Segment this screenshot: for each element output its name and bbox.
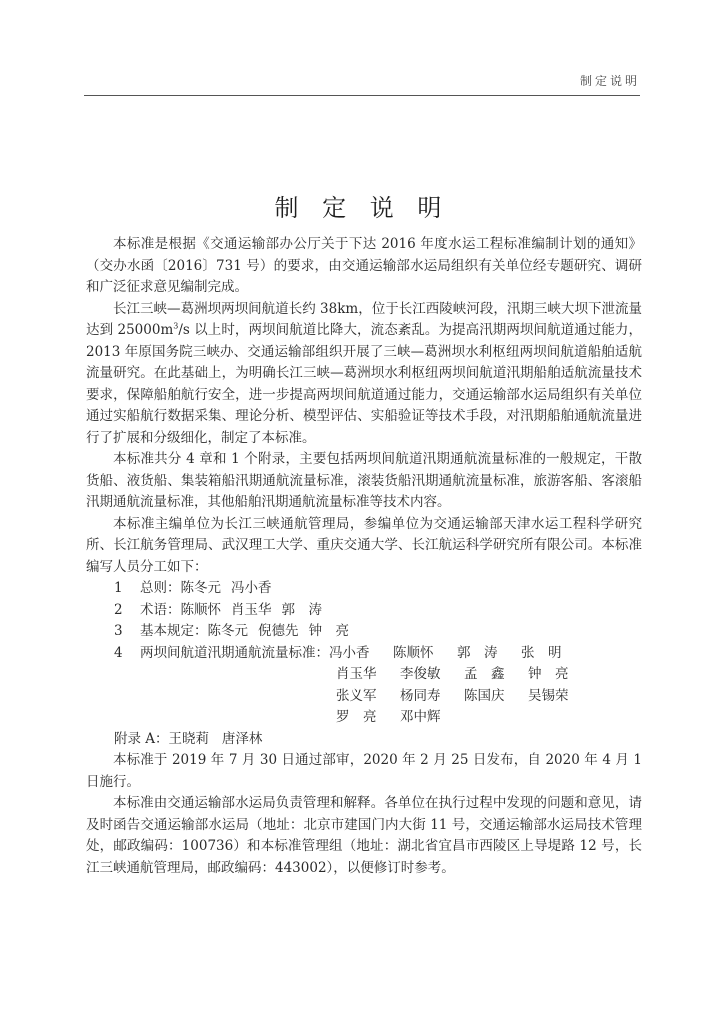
page-title: 制 定 说 明 xyxy=(274,194,450,222)
chapter4-first-line xyxy=(140,643,584,665)
staff-person: 郭 涛 xyxy=(457,644,498,661)
staff-num: 2 xyxy=(114,601,123,618)
running-header: 制定说明 xyxy=(84,72,640,96)
staff-row-3 xyxy=(86,621,642,643)
staff-person: 罗 亮 xyxy=(336,709,377,725)
staff-num: 4 xyxy=(114,644,123,661)
staff-row-4 xyxy=(86,643,642,729)
staff-person: 肖玉华 xyxy=(336,666,377,682)
staff-names xyxy=(181,600,333,622)
chapter4-names-row1 xyxy=(329,643,577,665)
staff-person: 吴锡荣 xyxy=(528,687,569,704)
appendix-label: 附录 A： xyxy=(114,730,169,747)
staff-label: 两坝间航道汛期通航流量标准： xyxy=(140,644,329,661)
staff-person: 陈冬元 xyxy=(207,623,248,639)
staff-person: 王晓莉 xyxy=(168,730,210,747)
staff-person: 肖玉华 xyxy=(231,601,272,618)
paragraph-background xyxy=(86,299,642,450)
staff-label: 总则： xyxy=(140,580,181,596)
staff-label: 基本规定： xyxy=(140,623,208,639)
paragraph-background-part1: 长江三峡—葛洲坝两坝间航道长约 38km，位于长江西陵峡河段，汛期三峡大坝下泄流量达到 25000m xyxy=(86,300,642,338)
staff-person: 李俊敏 xyxy=(400,666,441,682)
paragraph-basis: 本标准是根据《交通运输部办公厅关于下达 2016 年度水运工程标准编制计划的通知》（交办水函〔2016〕731 号）的要求，由交通运输部水运局组织有关单位经专题研究、调研和广泛征求意见编制完成。 xyxy=(86,236,642,295)
body-text xyxy=(86,234,642,879)
superscript-3: 3 xyxy=(173,321,179,331)
staff-person: 杨同寿 xyxy=(400,687,441,704)
staff-person: 钟 亮 xyxy=(308,623,349,639)
staff-row-2 xyxy=(86,600,642,622)
staff-names xyxy=(181,578,282,600)
paragraph-dates: 本标准于 2019 年 7 月 30 日通过部审，2020 年 2 月 25 日发布，自 2020 年 4 月 1 日施行。 xyxy=(86,752,642,790)
staff-num: 1 xyxy=(114,580,123,596)
staff-person: 陈顺怀 xyxy=(180,601,221,618)
staff-person: 唐泽林 xyxy=(221,730,263,747)
staff-person: 张义军 xyxy=(336,687,377,704)
staff-person: 孟 鑫 xyxy=(464,666,505,682)
paragraph-background-part2: /s 以上时，两坝间航道比降大，流态紊乱。为提高汛期两坝间航道通过能力，2013 年原国务院三峡办、交通运输部组织开展了三峡—葛洲坝水利枢纽两坝间航道船舶适航流量研究。在此基础上，为明确长江三峡—葛洲坝水利枢纽两坝间航道汛期船舶适航流量技术要求，保障船舶航行安全，进一步提高两坝间航道通过能力，交通运输部水运局组织有关单位通过实船航行数据采集、理论分析、模型评估、实船验证等技术手段，对汛期船舶通航流量进行了扩展和分级细化，制定了本标准。 xyxy=(86,322,642,446)
staff-list xyxy=(86,578,642,729)
staff-person: 邓中辉 xyxy=(400,709,441,725)
paragraph-units: 本标准主编单位为长江三峡通航管理局，参编单位为交通运输部天津水运工程科学研究所、长江航务管理局、武汉理工大学、重庆交通大学、长江航运科学研究所有限公司。本标准编写人员分工如下： xyxy=(86,515,642,575)
staff-person: 钟 亮 xyxy=(528,666,569,682)
staff-names xyxy=(208,621,360,643)
staff-person: 冯小香 xyxy=(329,644,370,661)
staff-person: 冯小香 xyxy=(231,580,272,596)
chapter4-names-row2 xyxy=(336,664,584,686)
paragraph-management: 本标准由交通运输部水运局负责管理和解释。各单位在执行过程中发现的问题和意见，请及时函告交通运输部水运局（地址：北京市建国门内大街 11 号，交通运输部水运局技术管理处，邮政编码：100736）和本标准管理组（地址：湖北省宜昌市西陵区上导堤路 12 号，长江三峡通航管理局，邮政编码：443002），以便修订时参考。 xyxy=(86,795,642,876)
staff-person: 陈冬元 xyxy=(180,580,221,596)
chapter4-block xyxy=(140,643,584,729)
appendix-row xyxy=(86,729,642,751)
chapter4-names-row4 xyxy=(336,707,584,729)
staff-row-1 xyxy=(86,578,642,600)
staff-person: 陈顺怀 xyxy=(393,644,434,661)
staff-person: 郭 涛 xyxy=(281,601,322,618)
staff-num: 3 xyxy=(114,623,123,639)
staff-person: 陈国庆 xyxy=(464,687,505,704)
paragraph-contents: 本标准共分 4 章和 1 个附录，主要包括两坝间航道汛期通航流量标准的一般规定，干散货船、液货船、集装箱船汛期通航流量标准，滚装货船汛期通航流量标准，旅游客船、客滚船汛期通航流量标准，其他船舶汛期通航流量标准等技术内容。 xyxy=(86,451,642,510)
staff-label: 术语： xyxy=(140,601,181,618)
staff-person: 张 明 xyxy=(521,644,562,661)
chapter4-names-row3 xyxy=(336,686,584,708)
staff-person: 倪德先 xyxy=(258,623,299,639)
